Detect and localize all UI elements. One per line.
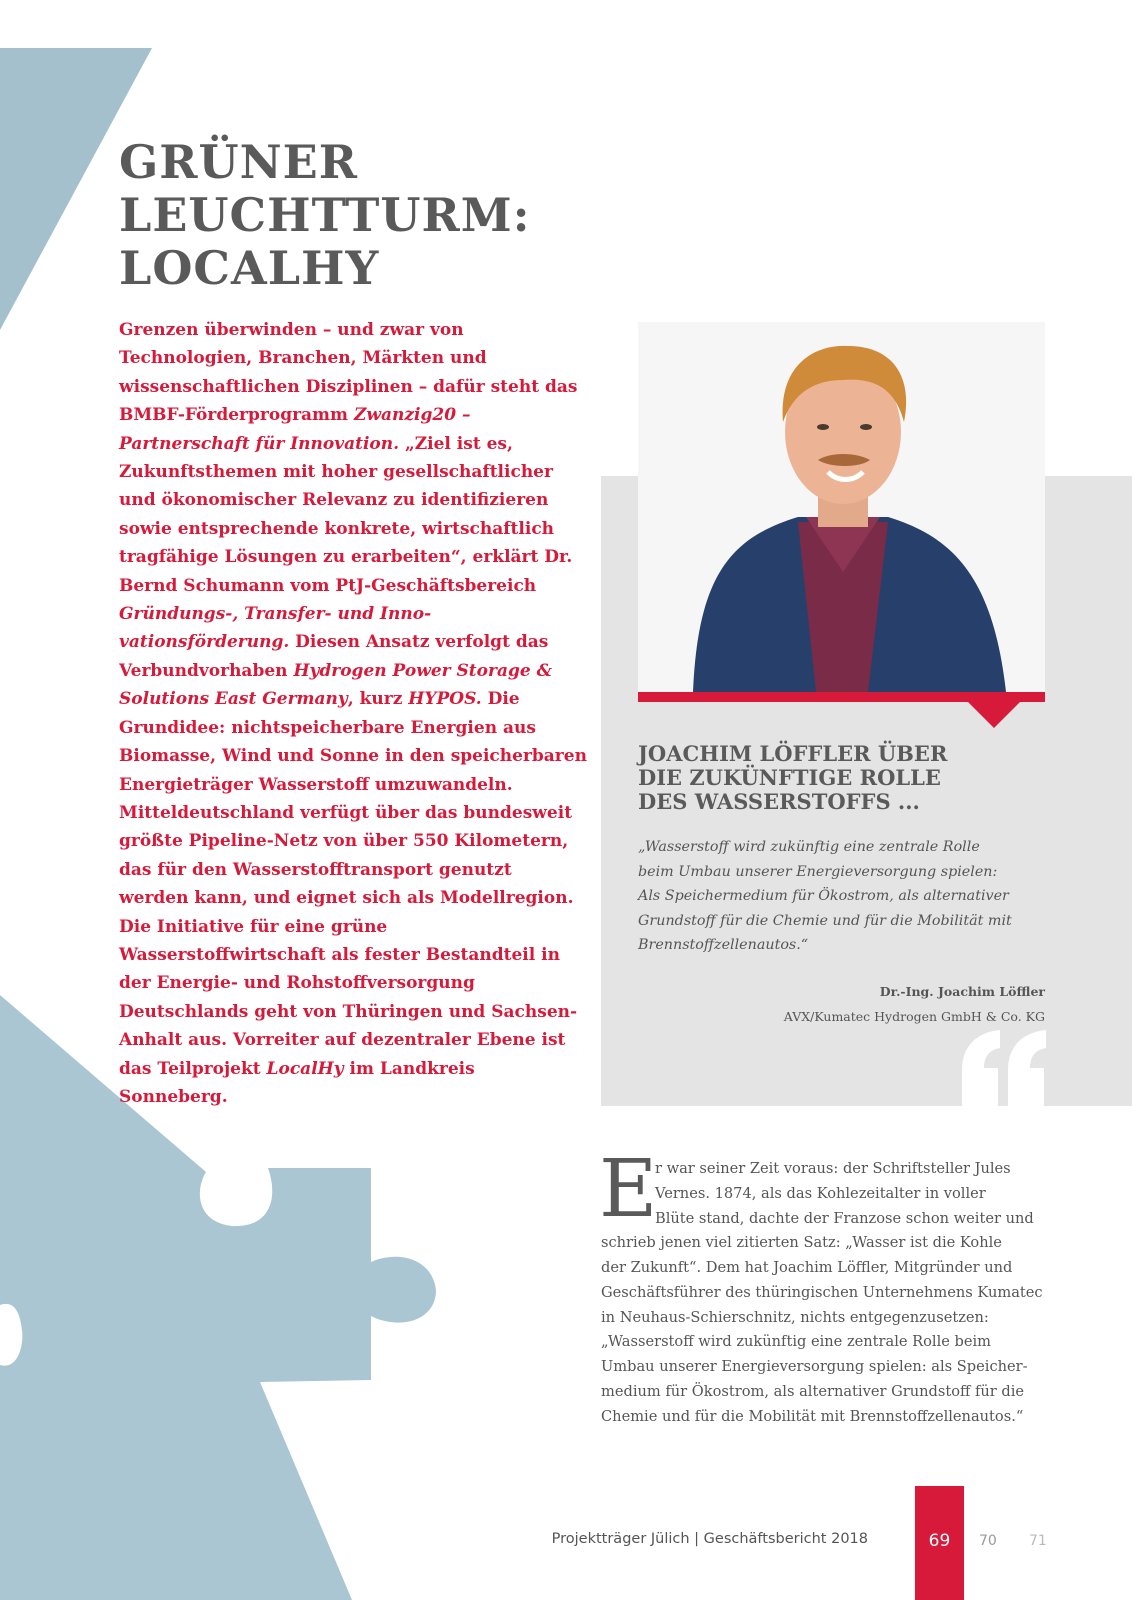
- body-line: in Neuhaus-Schierschnitz, nichts entgegenzusetzen:: [601, 1308, 989, 1326]
- body-line: Umbau unserer Energieversorgung spielen: als Speicher-: [601, 1358, 1028, 1375]
- quote-heading-line: DIE ZUKÜNFTIGE ROLLE: [638, 765, 941, 790]
- body-line: der Zukunft“. Dem hat Joachim Löffler, Mitgründer und: [601, 1259, 1013, 1276]
- lead-italic: Hydrogen Power Storage & Solutions East Germany: [119, 660, 552, 710]
- lead-text: „Ziel ist es, Zukunftsthemen mit hoher gesellschaftlicher und ökonomischer Relevanz zu identifizieren sowie entsprechende konkrete, wirtschaftlich tragfähige Lösungen zu erarbeiten“, erklärt Dr. Bernd Schumann vom PtJ-Geschäftsbereich: [119, 433, 573, 596]
- lead-text: im Landkreis Sonneberg.: [119, 1058, 475, 1107]
- page-number-next[interactable]: 70: [979, 1533, 997, 1549]
- body-line: Geschäftsführer des thüringischen Unternehmens Kumatec: [601, 1283, 1043, 1301]
- title-line: LEUCHTTURM:: [119, 188, 531, 242]
- lead-paragraph: [119, 316, 587, 1111]
- body-line: Vernes. 1874, als das Kohlezeitalter in voller: [655, 1184, 986, 1202]
- body-line: r war seiner Zeit voraus: der Schriftsteller Jules: [655, 1160, 1011, 1177]
- body-line: schrieb jenen viel zitierten Satz: „Wasser ist die Kohle: [601, 1234, 1002, 1252]
- footer-publication: Projektträger Jülich | Geschäftsbericht 2018: [551, 1531, 868, 1547]
- accent-triangle: [967, 701, 1021, 728]
- title-line: GRÜNER: [119, 135, 358, 189]
- quote-line: Als Speichermedium für Ökostrom, als alternativer: [638, 888, 1009, 904]
- portrait-photo: [638, 322, 1045, 692]
- lead-text: Grenzen überwinden – und zwar von Technologien, Branchen, Märkten und wissenschaftlichen Disziplinen – dafür steht das BMBF-Förderprogramm: [119, 320, 578, 426]
- quote-line: „Wasserstoff wird zukünftig eine zentrale Rolle: [638, 839, 980, 855]
- drop-cap: E: [599, 1142, 658, 1235]
- quote-heading-line: DES WASSERSTOFFS ...: [638, 789, 920, 814]
- lead-italic: LocalHy: [266, 1058, 344, 1079]
- quote-line: beim Umbau unserer Energieversorgung spielen:: [638, 863, 998, 880]
- title-line: LOCALHY: [119, 241, 380, 295]
- quote-company: AVX/Kumatec Hydrogen GmbH & Co. KG: [783, 1009, 1045, 1024]
- quote-author: Dr.-Ing. Joachim Löffler: [879, 984, 1045, 999]
- page-number-current: 69: [928, 1531, 951, 1551]
- lead-italic: HYPOS.: [408, 689, 482, 710]
- quote-text: [638, 835, 1048, 958]
- quote-heading-line: JOACHIM LÖFFLER ÜBER: [638, 741, 948, 766]
- quote-mark-icon: [958, 1030, 1046, 1106]
- lead-text: Diesen Ansatz verfolgt das Verbundvorhaben: [119, 632, 549, 681]
- quote-line: Brennstoffzellenautos.“: [638, 937, 809, 953]
- quote-heading: [638, 742, 1045, 814]
- page-number-after[interactable]: 71: [1029, 1533, 1047, 1549]
- body-line: Blüte stand, dachte der Franzose schon weiter und: [655, 1209, 1034, 1227]
- article-title: [119, 136, 599, 295]
- lead-italic: Gründungs-, Transfer- und Innovationsförderung.: [119, 604, 432, 653]
- quote-line: Grundstoff für die Chemie und für die Mobilität mit: [638, 912, 1012, 929]
- body-line: Chemie und für die Mobilität mit Brennstoffzellenautos.“: [601, 1407, 1024, 1425]
- lead-italic: Zwanzig20 – Partnerschaft für Innovation.: [119, 405, 471, 454]
- body-paragraph: [601, 1157, 1061, 1429]
- body-line: medium für Ökostrom, als alternativer Grundstoff für die: [601, 1382, 1025, 1400]
- lead-text: Die Grundidee: nichtspeicherbare Energien aus Biomasse, Wind und Sonne in den speicherbaren Energieträger Wasserstoff umzuwandeln. Mitteldeutschland verfügt über das bundesweit größte Pipeline-Netz von über 550 Kilometern, das für den Wasserstofftransport genutzt werden kann, und eignet sich als Modellregion. Die Initiative für eine grüne Wasserstoffwirtschaft als fester Bestandteil in der Energie- und Rohstoffversorgung Deutschlands geht von Thüringen und Sachsen-Anhalt aus. Vorreiter auf dezentraler Ebene ist das Teilprojekt: [119, 689, 587, 1079]
- body-line: „Wasserstoff wird zukünftig eine zentrale Rolle beim: [601, 1333, 992, 1351]
- lead-text: , kurz: [347, 689, 409, 710]
